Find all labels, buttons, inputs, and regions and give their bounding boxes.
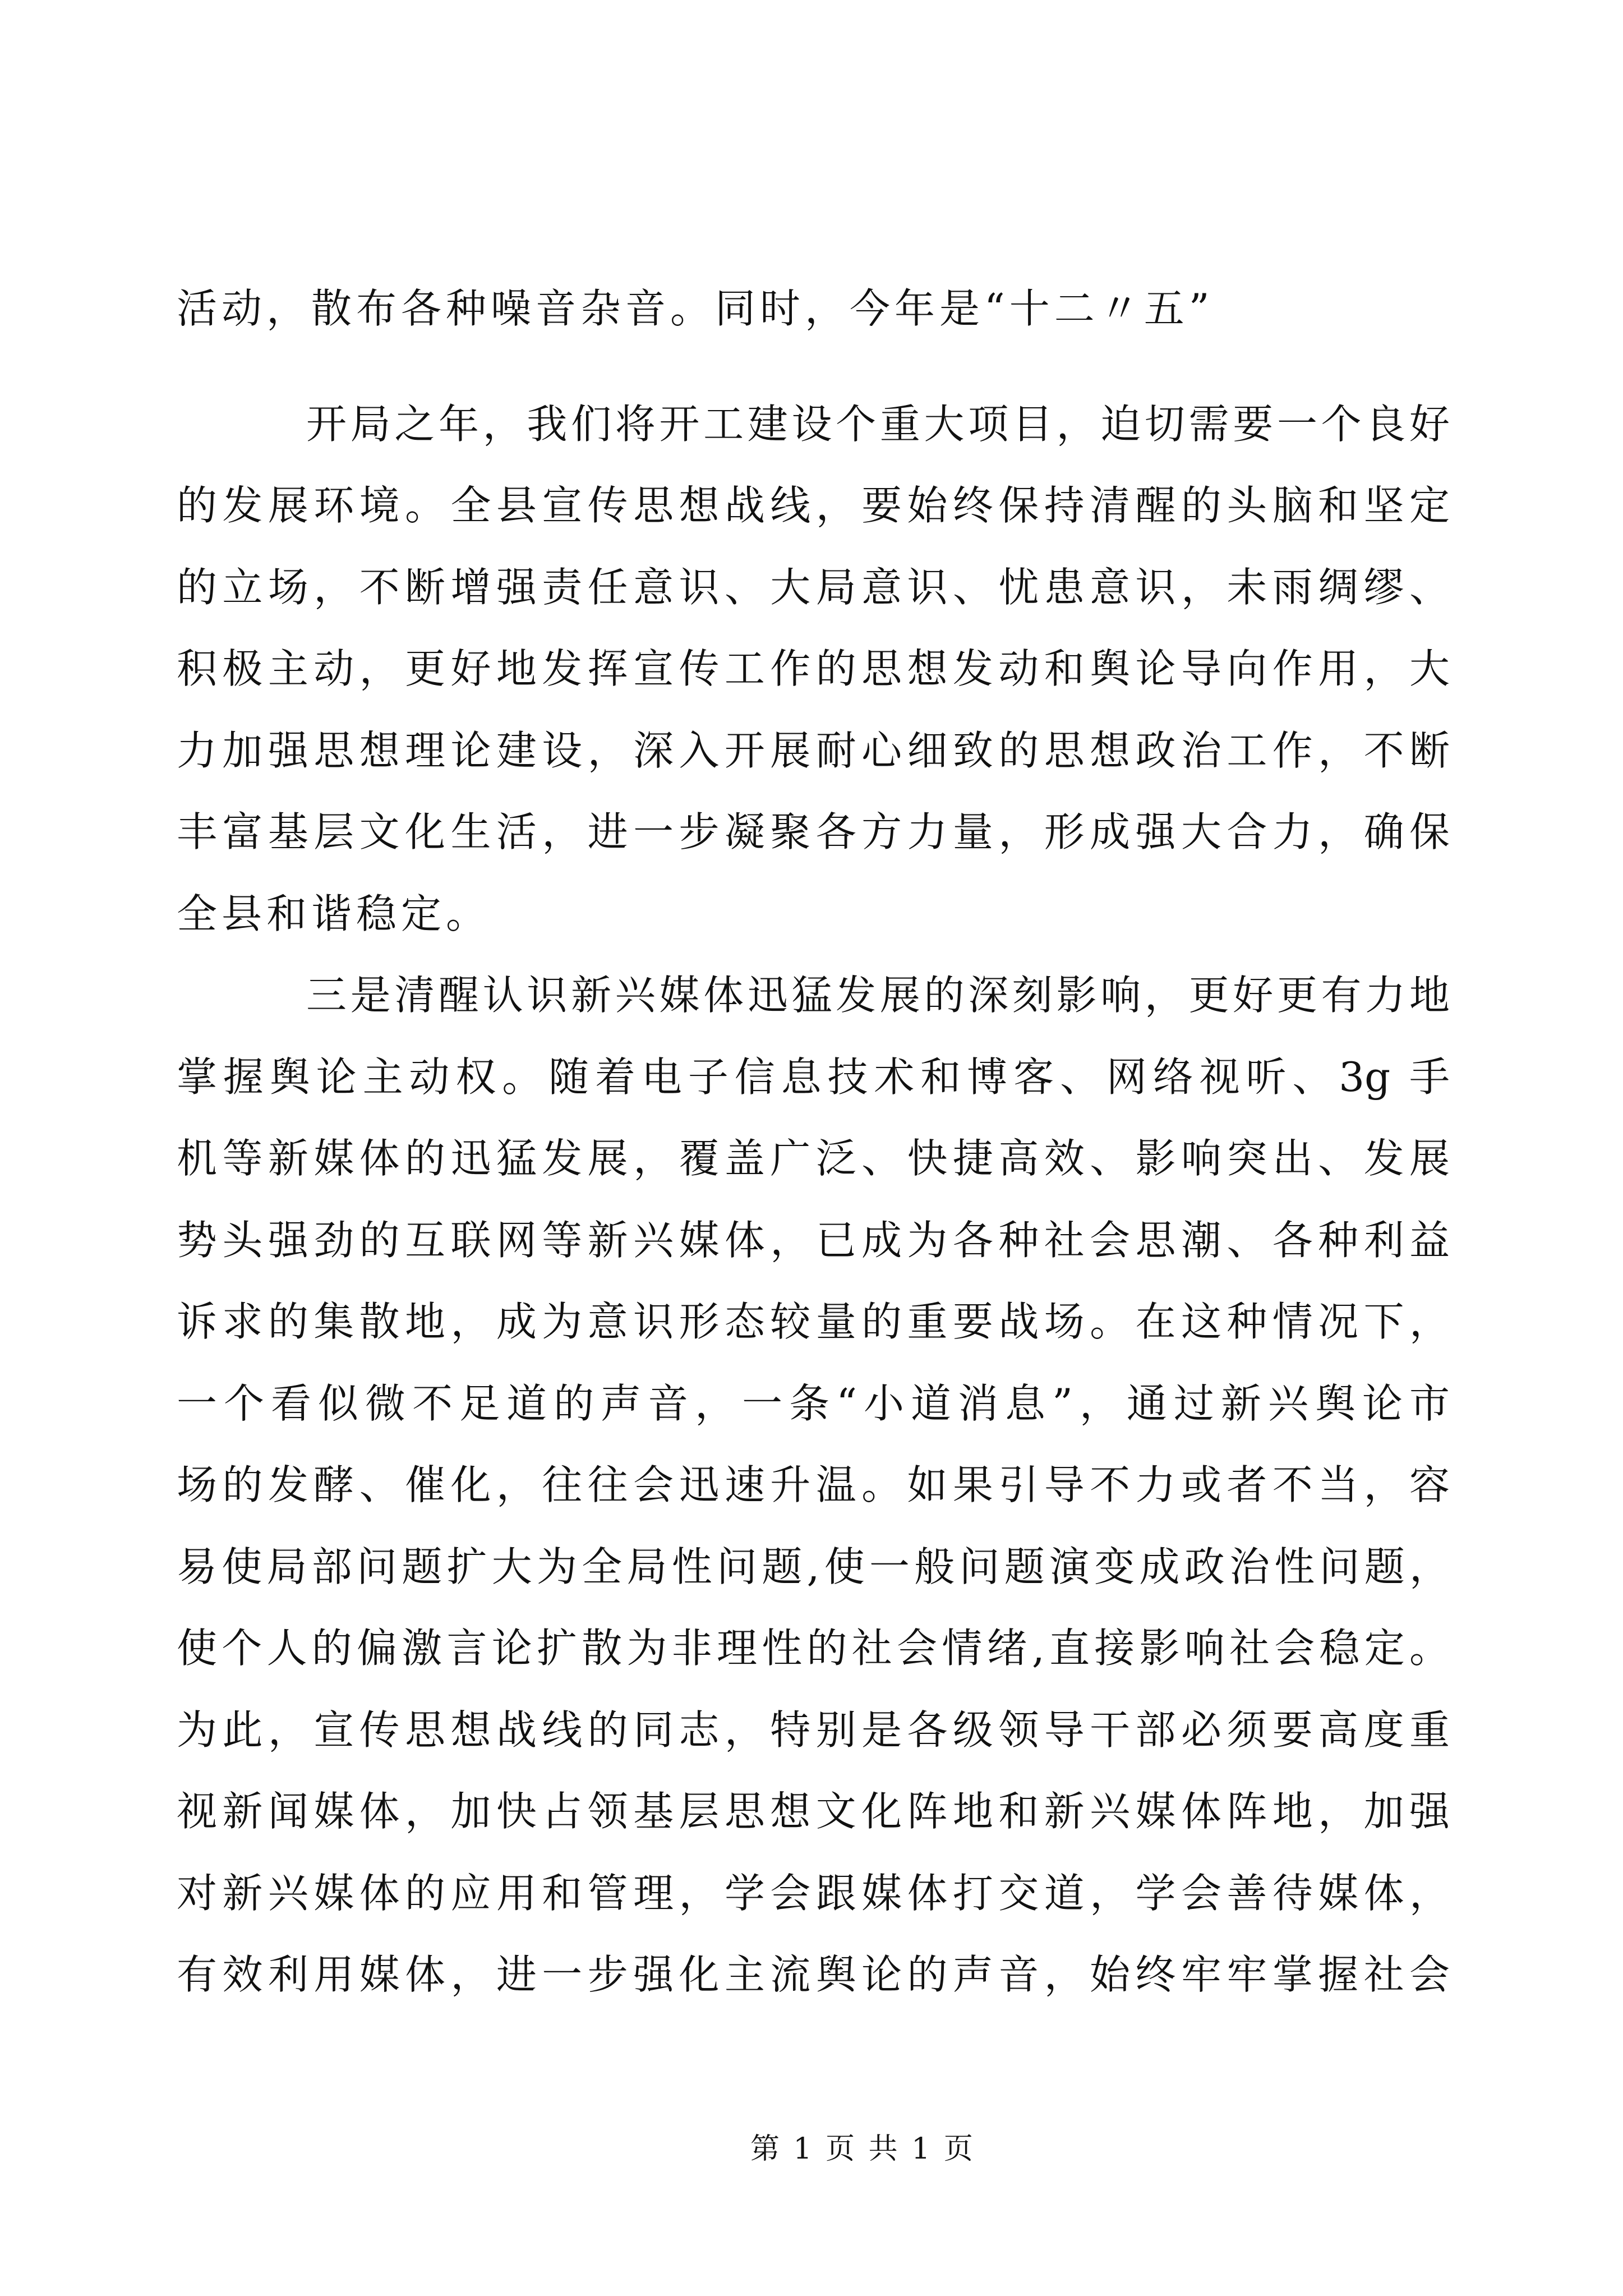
text-line: 诉求的集散地，成为意识形态较量的重要战场。在这种情况下， — [177, 1298, 1450, 1345]
text-line: 积极主动，更好地发挥宣传工作的思想发动和舆论导向作用，大 — [177, 645, 1450, 692]
text-line: 一个看似微不足道的声音，一条“小道消息”，通过新兴舆论市 — [177, 1379, 1450, 1427]
paragraph-development-environment — [177, 384, 1450, 955]
text-line: 势头强劲的互联网等新兴媒体，已成为各种社会思潮、各种利益 — [177, 1216, 1450, 1264]
text-line: 力加强思想理论建设，深入开展耐心细致的思想政治工作，不断 — [177, 726, 1450, 774]
text-line: 机等新媒体的迅猛发展，覆盖广泛、快捷高效、影响突出、发展 — [177, 1135, 1450, 1182]
text-line: 掌握舆论主动权。随着电子信息技术和博客、网络视听、3g 手 — [177, 1053, 1450, 1101]
text-line: 场的发酵、催化，往往会迅速升温。如果引导不力或者不当，容 — [177, 1461, 1450, 1508]
text-line: 的立场，不断增强责任意识、大局意识、忧患意识，未雨绸缪、 — [177, 563, 1450, 611]
text-line: 活动，散布各种噪音杂音。同时，今年是“十二〃五” — [177, 285, 1214, 332]
text-line: 三是清醒认识新兴媒体迅猛发展的深刻影响，更好更有力地 — [306, 972, 1450, 1019]
text-line: 有效利用媒体，进一步强化主流舆论的声音，始终牢牢掌握社会 — [177, 1951, 1450, 1998]
page-number-footer: 第 1 页 共 1 页 — [750, 2132, 975, 2166]
text-line: 易使局部问题扩大为全局性问题,使一般问题演变成政治性问题， — [177, 1543, 1450, 1590]
paragraph-new-media — [177, 955, 1450, 2016]
text-line: 全县和谐稳定。 — [177, 890, 491, 937]
text-line: 视新闻媒体，加快占领基层思想文化阵地和新兴媒体阵地，加强 — [177, 1788, 1450, 1835]
document-body — [177, 268, 1450, 2016]
text-line: 使个人的偏激言论扩散为非理性的社会情绪,直接影响社会稳定。 — [177, 1625, 1450, 1672]
text-line: 对新兴媒体的应用和管理，学会跟媒体打交道，学会善待媒体， — [177, 1869, 1450, 1917]
paragraph-continued — [177, 268, 1450, 350]
text-line: 为此，宣传思想战线的同志，特别是各级领导干部必须要高度重 — [177, 1706, 1450, 1754]
text-line: 丰富基层文化生活，进一步凝聚各方力量，形成强大合力，确保 — [177, 808, 1450, 855]
text-line: 开局之年，我们将开工建设个重大项目，迫切需要一个良好 — [306, 400, 1450, 448]
text-line: 的发展环境。全县宣传思想战线，要始终保持清醒的头脑和坚定 — [177, 482, 1450, 529]
